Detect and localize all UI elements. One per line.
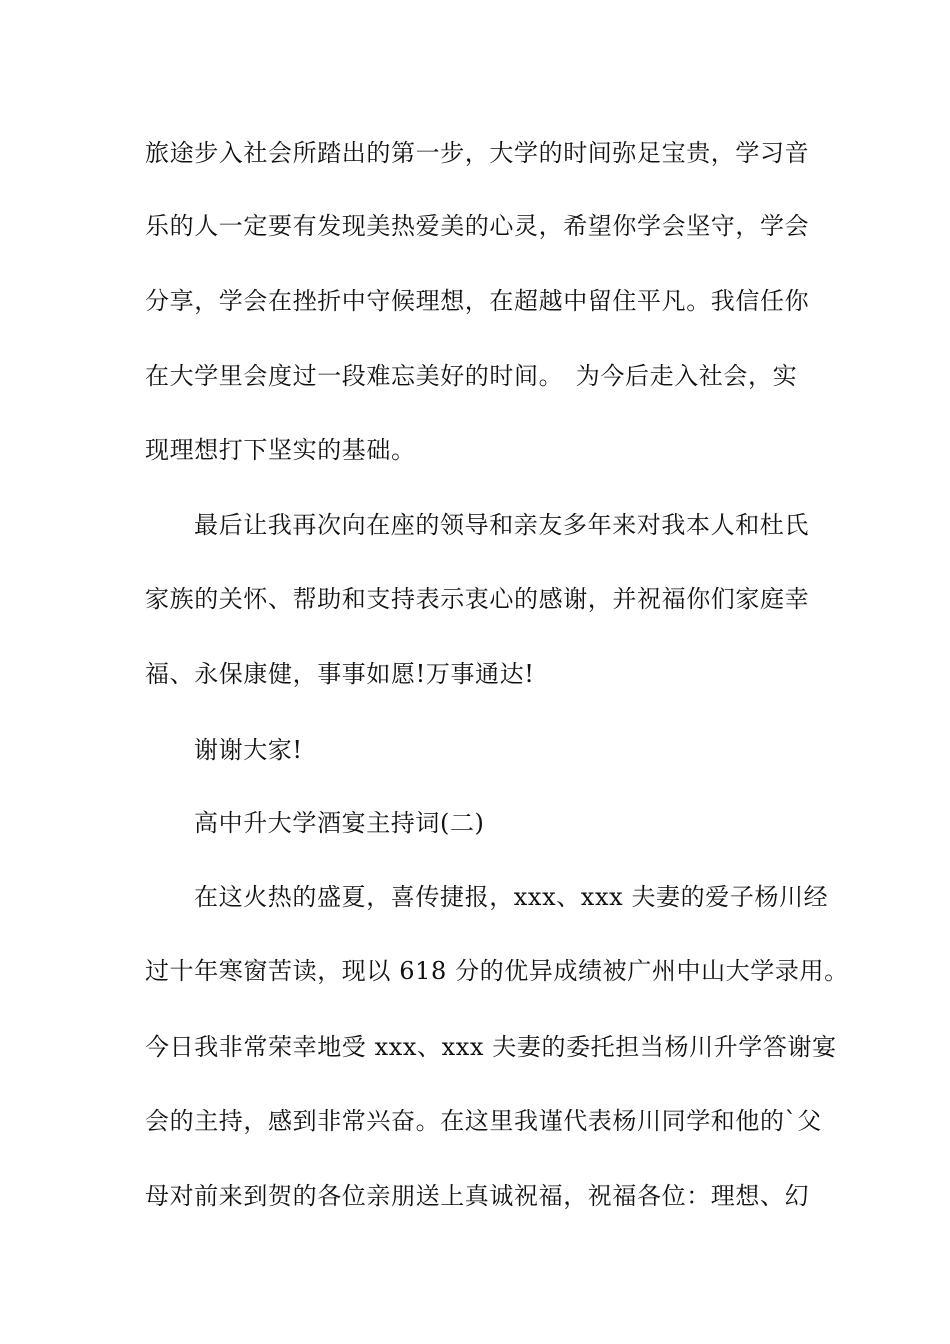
text-line: 福、永保康健，事事如愿!万事通达! [145,660,535,688]
text-line: 旅途步入社会所踏出的第一步，大学的时间弥足宝贵，学习音 [145,139,810,167]
text-line: 过十年寒窗苦读，现以 618 分的优异成绩被广州中山大学录用。 [145,957,849,985]
text-line: 今日我非常荣幸地受 xxx、xxx 夫妻的委托担当杨川升学答谢宴 [145,1033,837,1061]
section-heading: 高中升大学酒宴主持词(二) [194,809,485,837]
text-line: 乐的人一定要有发现美热爱美的心灵，希望你学会坚守，学会 [145,212,810,240]
text-line: 分享，学会在挫折中守候理想，在超越中留住平凡。我信任你 [145,287,810,315]
text-line: 会的主持，感到非常兴奋。在这里我谨代表杨川同学和他的`父 [145,1107,822,1135]
text-line: 现理想打下坚实的基础。 [145,436,416,464]
text-line: 在这火热的盛夏，喜传捷报，xxx、xxx 夫妻的爱子杨川经 [194,883,829,911]
text-line: 谢谢大家! [194,736,303,764]
text-line: 家族的关怀、帮助和支持表示衷心的感谢，并祝福你们家庭幸 [145,585,810,613]
text-line: 母对前来到贺的各位亲朋送上真诚祝福，祝福各位：理想、幻 [145,1182,810,1210]
text-line: 最后让我再次向在座的领导和亲友多年来对我本人和杜氏 [194,511,809,539]
text-line: 在大学里会度过一段难忘美好的时间。 为今后走入社会，实 [145,362,798,390]
